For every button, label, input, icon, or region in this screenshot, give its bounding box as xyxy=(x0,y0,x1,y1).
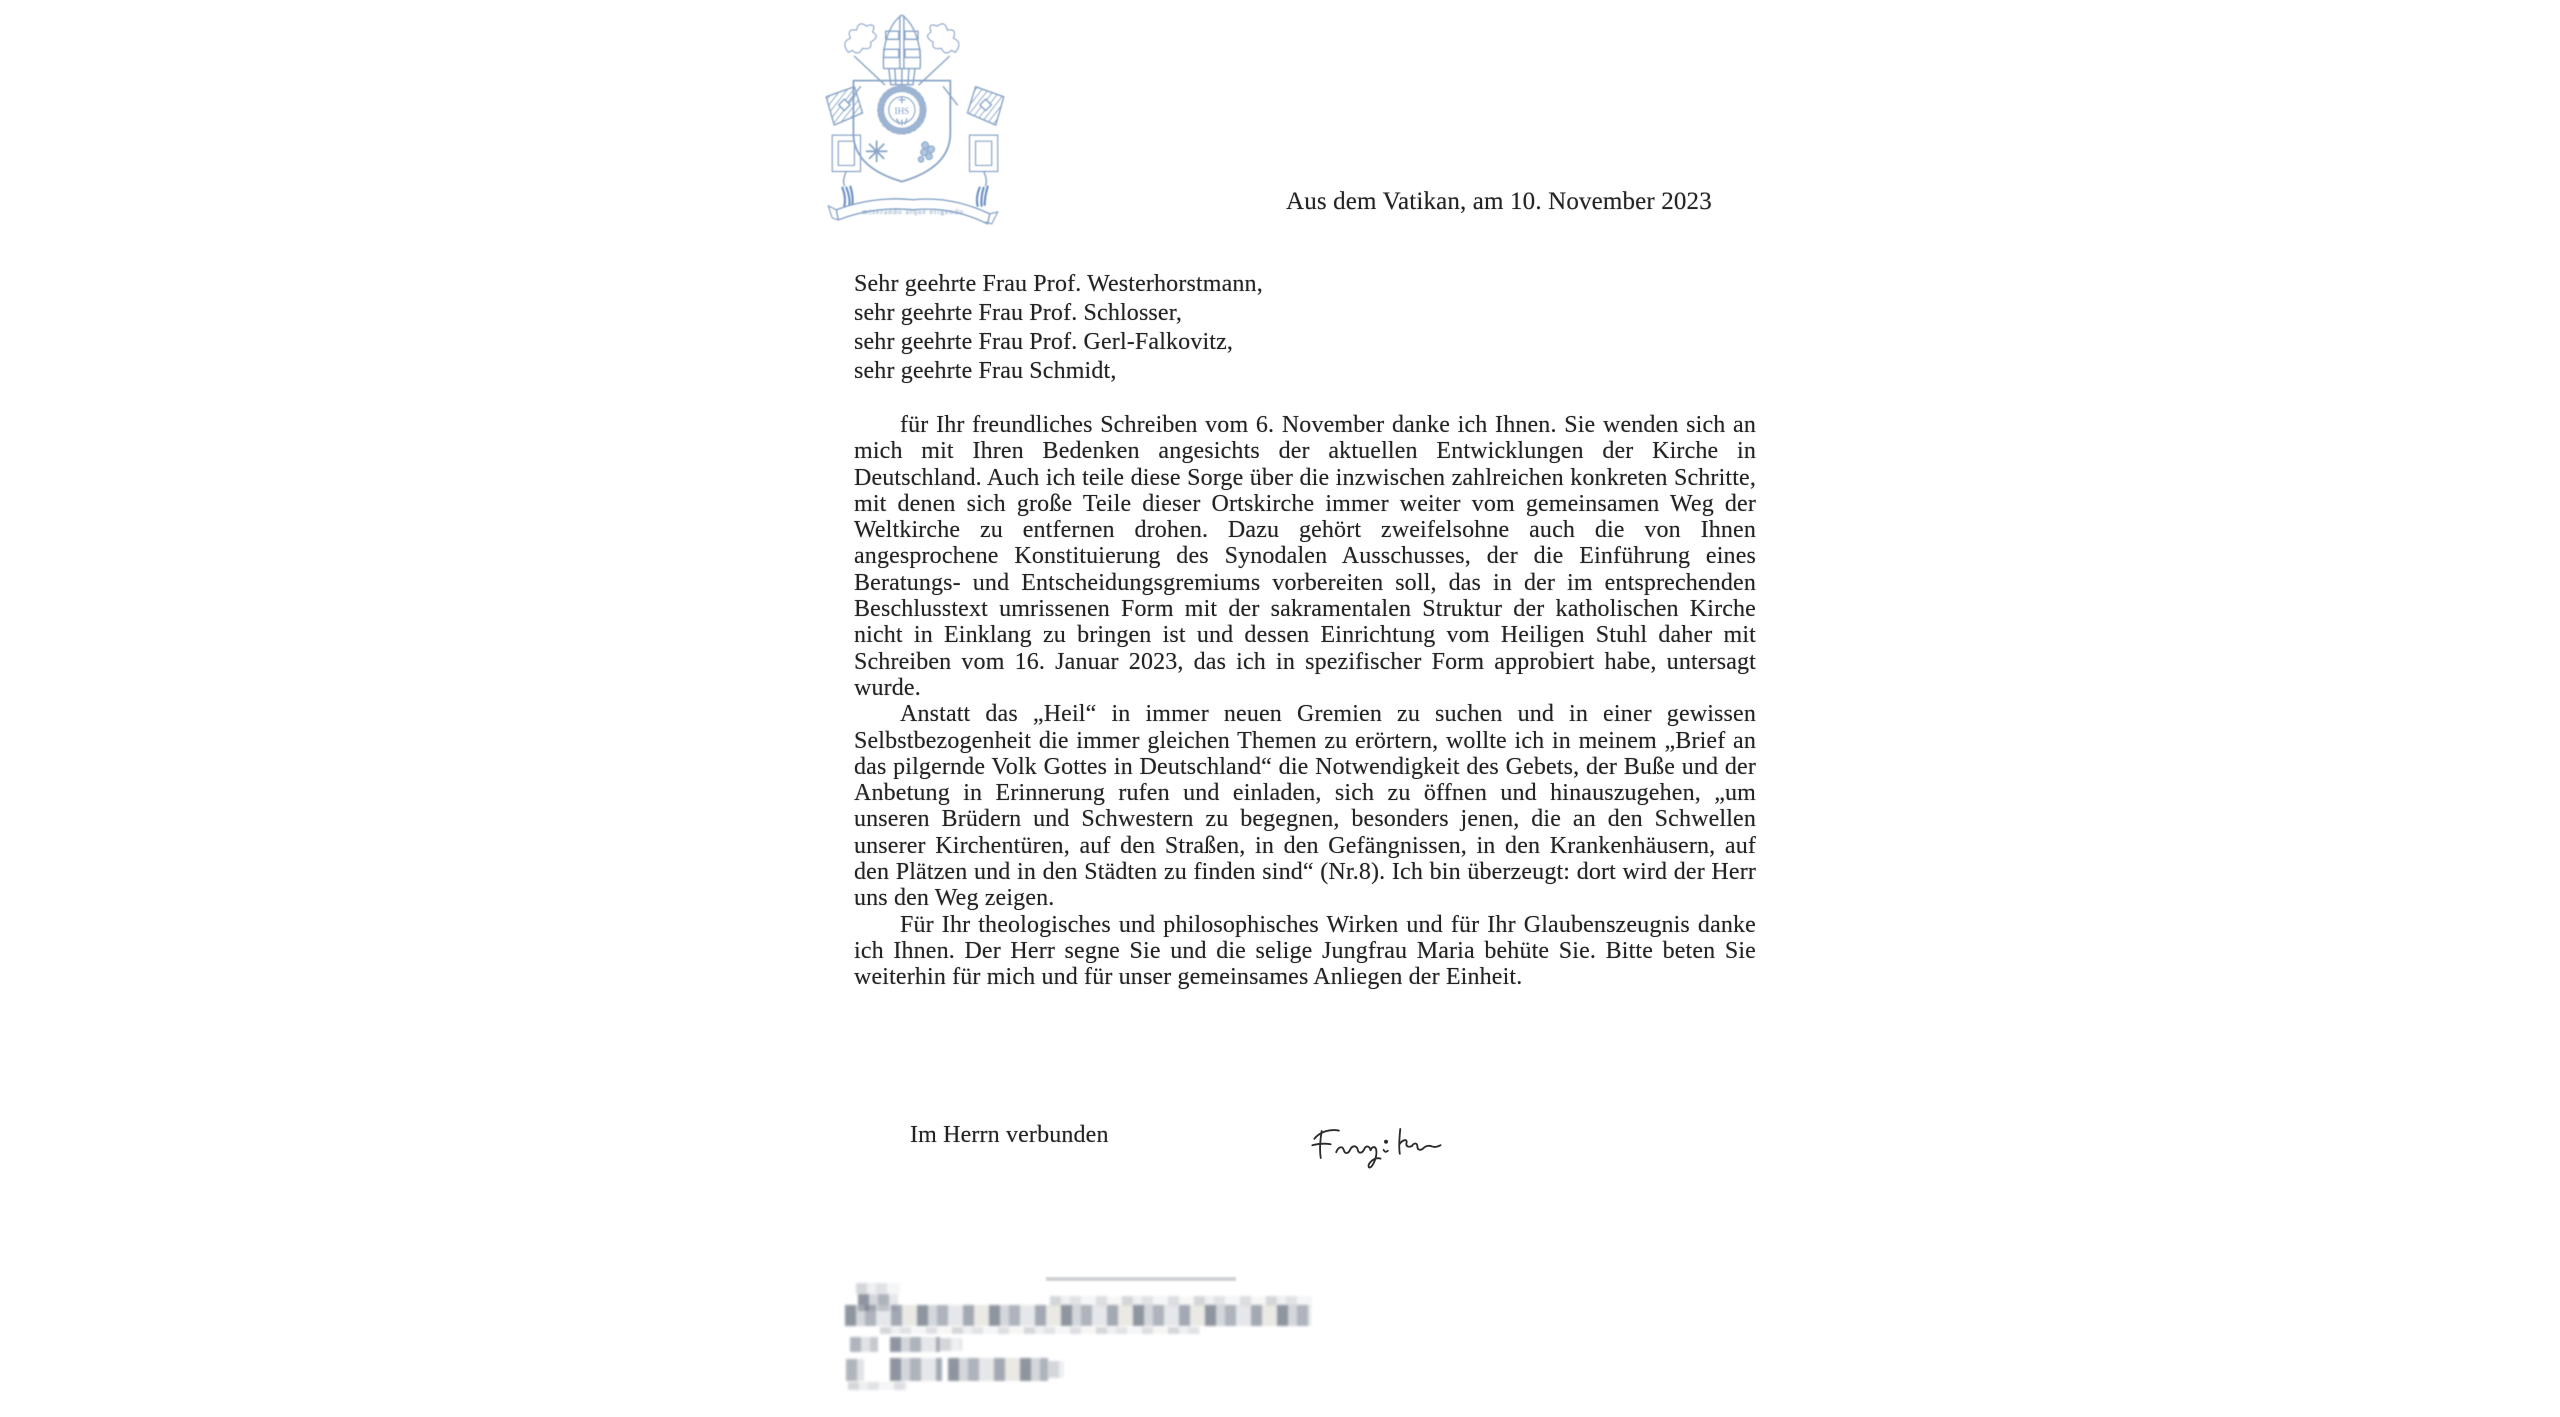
body-paragraph: Anstatt das „Heil“ in immer neuen Gremien zu suchen und in einer gewissen Selbstbezogenheit die immer gleichen Themen zu erörtern, wollte ich in meinem „Brief an das pilgernde Volk Gottes in Deutschland“ die Notwendigkeit des Gebets, der Buße und der Anbetung in Erinnerung rufen und einladen, sich zu öffnen und hinauszugehen, „um unseren Brüdern und Schwestern zu begegnen, besonders jenen, die an den Schwellen unserer Kirchentüren, auf den Straßen, in den Gefängnissen, in den Krankenhäusern, auf den Plätzen und in den Städten zu finden sind“ (Nr.8). Ich bin überzeugt: dort wird der Herr uns den Weg zeigen. xyxy=(854,701,1756,912)
body-paragraph: für Ihr freundliches Schreiben vom 6. November danke ich Ihnen. Sie wenden sich an mich mit Ihren Bedenken angesichts der aktuellen Entwicklungen der Kirche in Deutschland. Auch ich teile diese Sorge über die inzwischen zahlreichen konkreten Schritte, mit denen sich große Teile dieser Ortskirche immer weiter vom gemeinsamen Weg der Weltkirche zu entfernen drohen. Dazu gehört zweifelsohne auch die von Ihnen angesprochene Konstituierung des Synodalen Ausschusses, der die Einführung eines Beratungs- und Entscheidungsgremiums vorbereiten soll, das in der im entsprechenden Beschlusstext umrissenen Form mit der sakramentalen Struktur der katholischen Kirche nicht in Einklang zu bringen ist und dessen Einrichtung vom Heiligen Stuhl daher mit Schreiben vom 16. Januar 2023, das ich in spezifischer Form approbiert habe, untersagt wurde. xyxy=(854,412,1756,701)
redacted-line xyxy=(845,1305,1311,1326)
redacted-line xyxy=(850,1337,878,1352)
redacted-line xyxy=(1048,1361,1064,1378)
letter-body xyxy=(854,412,1756,991)
salutation-block xyxy=(854,270,1263,386)
redacted-line xyxy=(890,1358,942,1381)
salutation-line: sehr geehrte Frau Schmidt, xyxy=(854,358,1117,384)
franziskus-signature xyxy=(1305,1116,1447,1182)
salutation-line: sehr geehrte Frau Prof. Schlosser, xyxy=(854,300,1183,326)
redacted-line xyxy=(856,1283,900,1294)
svg-text:IHS: IHS xyxy=(894,105,910,116)
closing-line: Im Herrn verbunden xyxy=(910,1122,1109,1148)
papal-coat-of-arms-icon xyxy=(824,12,1006,228)
faint-scan-line xyxy=(1046,1277,1236,1281)
redacted-line xyxy=(940,1338,962,1351)
motto-text: miserando atque eligendo xyxy=(862,206,964,216)
body-paragraph: Für Ihr theologisches und philosophisches Wirken und für Ihr Glaubenszeugnis danke ich Ihnen. Der Herr segne Sie und die selige Jungfrau Maria behüte Sie. Bitte beten Sie weiterhin für mich und für unser gemeinsames Anliegen der Einheit. xyxy=(854,911,1756,991)
redacted-line xyxy=(880,1327,1200,1334)
redacted-line xyxy=(890,1337,940,1352)
salutation-line: sehr geehrte Frau Prof. Gerl-Falkovitz, xyxy=(854,329,1234,355)
date-line: Aus dem Vatikan, am 10. November 2023 xyxy=(1286,188,1712,215)
salutation-line: Sehr geehrte Frau Prof. Westerhorstmann, xyxy=(854,271,1263,297)
redacted-line xyxy=(948,1358,1048,1381)
redacted-line xyxy=(848,1382,908,1390)
redacted-line xyxy=(846,1359,864,1381)
